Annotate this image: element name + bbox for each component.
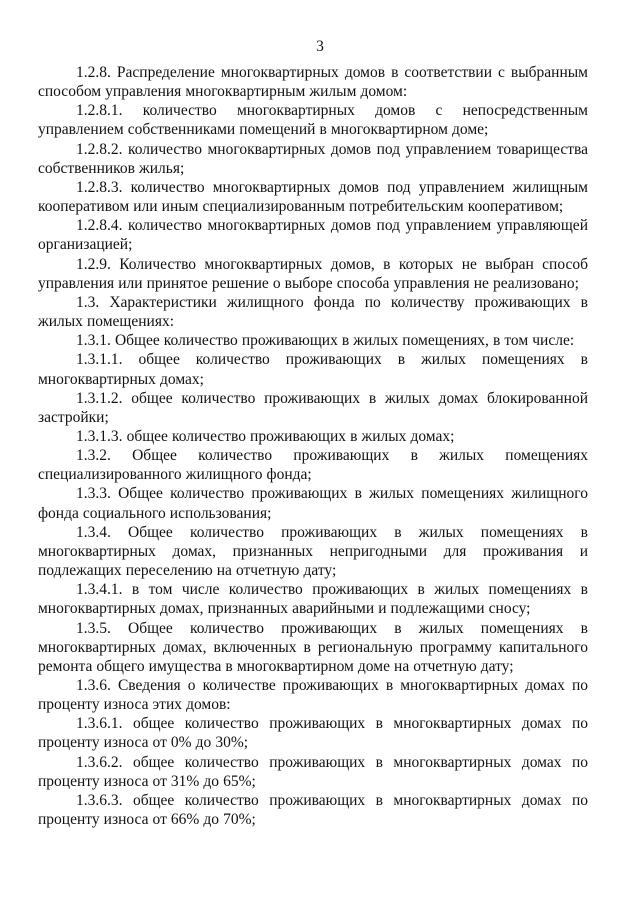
paragraph-1-2-8-1: 1.2.8.1. количество многоквартирных домов с непосредственным управлением собственниками помещений в многоквартирном доме; (38, 102, 588, 139)
page-number: 3 (316, 38, 324, 55)
paragraph-1-3-2: 1.3.2. Общее количество проживающих в жилых помещениях специализированного жилищного фонда; (38, 447, 588, 484)
paragraph-1-3-4-1: 1.3.4.1. в том числе количество проживающих в жилых помещениях в многоквартирных домах, признанных аварийными и подлежащими сносу; (38, 581, 588, 618)
paragraph-1-3-1: 1.3.1. Общее количество проживающих в жилых помещениях, в том числе: (76, 332, 575, 350)
paragraph-1-2-8-3: 1.2.8.3. количество многоквартирных домов под управлением жилищным кооперативом или иным специализированным потребительским кооперативом; (38, 178, 588, 216)
paragraph-1-3-6-1: 1.3.6.1. общее количество проживающих в многоквартирных домах по проценту износа от 0% до 30%; (38, 715, 588, 752)
paragraph-1-3: 1.3. Характеристики жилищного фонда по количеству проживающих в жилых помещениях: (38, 293, 588, 331)
document-body (38, 63, 588, 829)
paragraph-1-3-3: 1.3.3. Общее количество проживающих в жилых помещениях жилищного фонда социального использования; (38, 485, 588, 522)
paragraph-1-3-6: 1.3.6. Сведения о количестве проживающих в многоквартирных домах по проценту износа этих домов: (38, 677, 588, 714)
paragraph-1-3-1-3: 1.3.1.3. общее количество проживающих в жилых домах; (76, 427, 455, 445)
paragraph-1-3-1-2: 1.3.1.2. общее количество проживающих в жилых домах блокированной застройки; (38, 389, 588, 426)
paragraph-1-3-5: 1.3.5. Общее количество проживающих в жилых помещениях в многоквартирных домах, включенных в региональную программу капитального ремонта общего имущества в многоквартирном доме на отчетную дату; (38, 619, 588, 675)
paragraph-1-3-4: 1.3.4. Общее количество проживающих в жилых помещениях в многоквартирных домах, признанных непригодными для проживания и подлежащих переселению на отчетную дату; (38, 523, 588, 580)
paragraph-1-2-8-4: 1.2.8.4. количество многоквартирных домов под управлением управляющей организацией; (38, 217, 588, 254)
paragraph-1-3-1-1: 1.3.1.1. общее количество проживающих в жилых помещениях в многоквартирных домах; (38, 351, 588, 388)
paragraph-1-3-6-2: 1.3.6.2. общее количество проживающих в многоквартирных домах по проценту износа от 31% до 65%; (38, 753, 588, 790)
paragraph-1-3-6-3: 1.3.6.3. общее количество проживающих в многоквартирных домах по проценту износа от 66% до 70%; (38, 791, 588, 829)
paragraph-1-2-9: 1.2.9. Количество многоквартирных домов, в которых не выбран способ управления или принятое решение о выборе способа управления не реализовано; (38, 255, 588, 292)
paragraph-1-2-8-2: 1.2.8.2. количество многоквартирных домов под управлением товарищества собственников жилья; (38, 140, 588, 177)
paragraph-1-2-8: 1.2.8. Распределение многоквартирных домов в соответствии с выбранным способом управления многоквартирным жилым домом: (38, 64, 588, 101)
